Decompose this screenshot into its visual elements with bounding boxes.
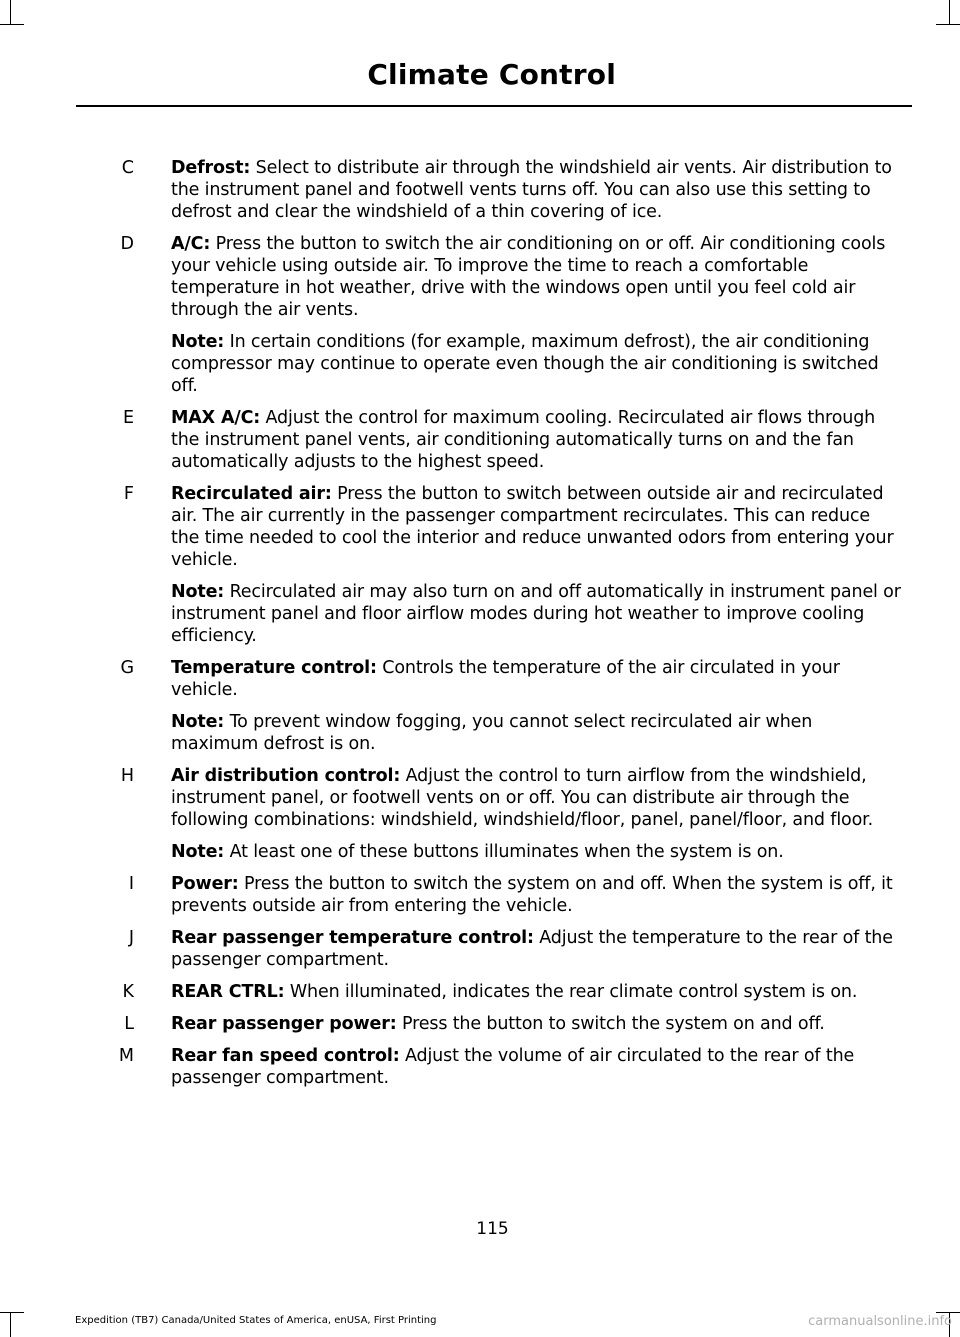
item-letter: K: [122, 982, 134, 1002]
item-description: [171, 981, 903, 1003]
entry-list: [0, 157, 960, 1099]
note-label: Note:: [171, 712, 225, 732]
item-description: [171, 873, 903, 917]
crop-mark: [936, 1312, 960, 1313]
item-text: Press the button to switch between outside air and recirculated air. The air currently in the passenger compartment recirculates. This can reduce the time needed to cool the interior and reduce unwanted odors from entering your vehicle.: [171, 484, 894, 570]
item-letter: G: [120, 658, 134, 678]
list-item: [0, 927, 960, 971]
list-item: [0, 765, 960, 863]
footer-text: Expedition (TB7) Canada/United States of America, enUSA, First Printing: [75, 1315, 437, 1326]
item-description: [171, 1045, 903, 1089]
item-text: Press the button to switch the air conditioning on or off. Air conditioning cools your vehicle using outside air. To improve the time to reach a comfortable temperature in hot weather, drive with the windows open until you feel cold air through the air vents.: [171, 234, 886, 320]
item-description: [171, 483, 903, 571]
list-item: [0, 981, 960, 1003]
note-text: Recirculated air may also turn on and off automatically in instrument panel or instrument panel and floor airflow modes during hot weather to improve cooling efficiency.: [171, 582, 901, 646]
list-item: [0, 873, 960, 917]
item-text: Adjust the control for maximum cooling. Recirculated air flows through the instrument panel vents, air conditioning automatically turns on and the fan automatically adjusts to the highest speed.: [171, 408, 876, 472]
item-term: Power:: [171, 874, 239, 894]
item-term: MAX A/C:: [171, 408, 261, 428]
page-title: Climate Control: [367, 58, 616, 91]
note-text: In certain conditions (for example, maximum defrost), the air conditioning compressor may continue to operate even though the air conditioning is switched off.: [171, 332, 879, 396]
list-item: [0, 157, 960, 223]
list-item: [0, 233, 960, 397]
item-note: [171, 841, 903, 863]
item-letter: C: [121, 158, 134, 178]
note-label: Note:: [171, 332, 225, 352]
item-letter: L: [124, 1014, 134, 1034]
item-term: Air distribution control:: [171, 766, 401, 786]
item-text: Adjust the control to turn airflow from the windshield, instrument panel, or footwell vents on or off. You can distribute air through the following combinations: windshield, windshield/floor, panel, panel/floor, and floor.: [171, 766, 873, 830]
list-item: [0, 1045, 960, 1089]
crop-mark: [949, 0, 950, 24]
list-item: [0, 657, 960, 755]
item-description: [171, 407, 903, 473]
item-text: When illuminated, indicates the rear climate control system is on.: [284, 982, 858, 1002]
item-term: Defrost:: [171, 158, 251, 178]
item-note: [171, 331, 903, 397]
list-item: [0, 407, 960, 473]
item-text: Select to distribute air through the windshield air vents. Air distribution to the instrument panel and footwell vents turns off. You can also use this setting to defrost and clear the windshield of a thin covering of ice.: [171, 158, 892, 222]
note-text: To prevent window fogging, you cannot select recirculated air when maximum defrost is on.: [171, 712, 813, 754]
note-label: Note:: [171, 842, 225, 862]
item-letter: M: [118, 1046, 134, 1066]
item-note: [171, 581, 903, 647]
item-term: A/C:: [171, 234, 211, 254]
crop-mark: [936, 24, 960, 25]
item-text: Adjust the volume of air circulated to the rear of the passenger compartment.: [171, 1046, 855, 1088]
item-text: Controls the temperature of the air circulated in your vehicle.: [171, 658, 840, 700]
item-description: [171, 1013, 903, 1035]
item-description: [171, 927, 903, 971]
item-term: Rear passenger temperature control:: [171, 928, 534, 948]
item-text: Press the button to switch the system on and off.: [396, 1014, 825, 1034]
item-letter: I: [128, 874, 134, 894]
item-text: Adjust the temperature to the rear of the passenger compartment.: [171, 928, 893, 970]
item-description: [171, 657, 903, 701]
item-letter: D: [120, 234, 134, 254]
crop-mark: [10, 1313, 11, 1337]
item-term: Rear fan speed control:: [171, 1046, 400, 1066]
item-description: [171, 157, 903, 223]
page-number: 115: [476, 1219, 509, 1239]
item-term: Rear passenger power:: [171, 1014, 397, 1034]
list-item: [0, 483, 960, 647]
crop-mark: [10, 0, 11, 24]
list-item: [0, 1013, 960, 1035]
watermark: carmanualsonline.info: [808, 1314, 952, 1329]
item-letter: J: [128, 928, 134, 948]
item-term: Temperature control:: [171, 658, 377, 678]
item-term: REAR CTRL:: [171, 982, 285, 1002]
item-letter: F: [123, 484, 134, 504]
note-text: At least one of these buttons illuminates when the system is on.: [224, 842, 784, 862]
crop-mark: [0, 1312, 24, 1313]
crop-mark: [0, 24, 24, 25]
item-letter: H: [120, 766, 134, 786]
item-text: Press the button to switch the system on and off. When the system is off, it prevents outside air from entering the vehicle.: [171, 874, 893, 916]
item-letter: E: [122, 408, 134, 428]
note-label: Note:: [171, 582, 225, 602]
item-term: Recirculated air:: [171, 484, 332, 504]
header-divider: [76, 105, 912, 107]
item-description: [171, 765, 903, 831]
item-note: [171, 711, 903, 755]
item-description: [171, 233, 903, 321]
